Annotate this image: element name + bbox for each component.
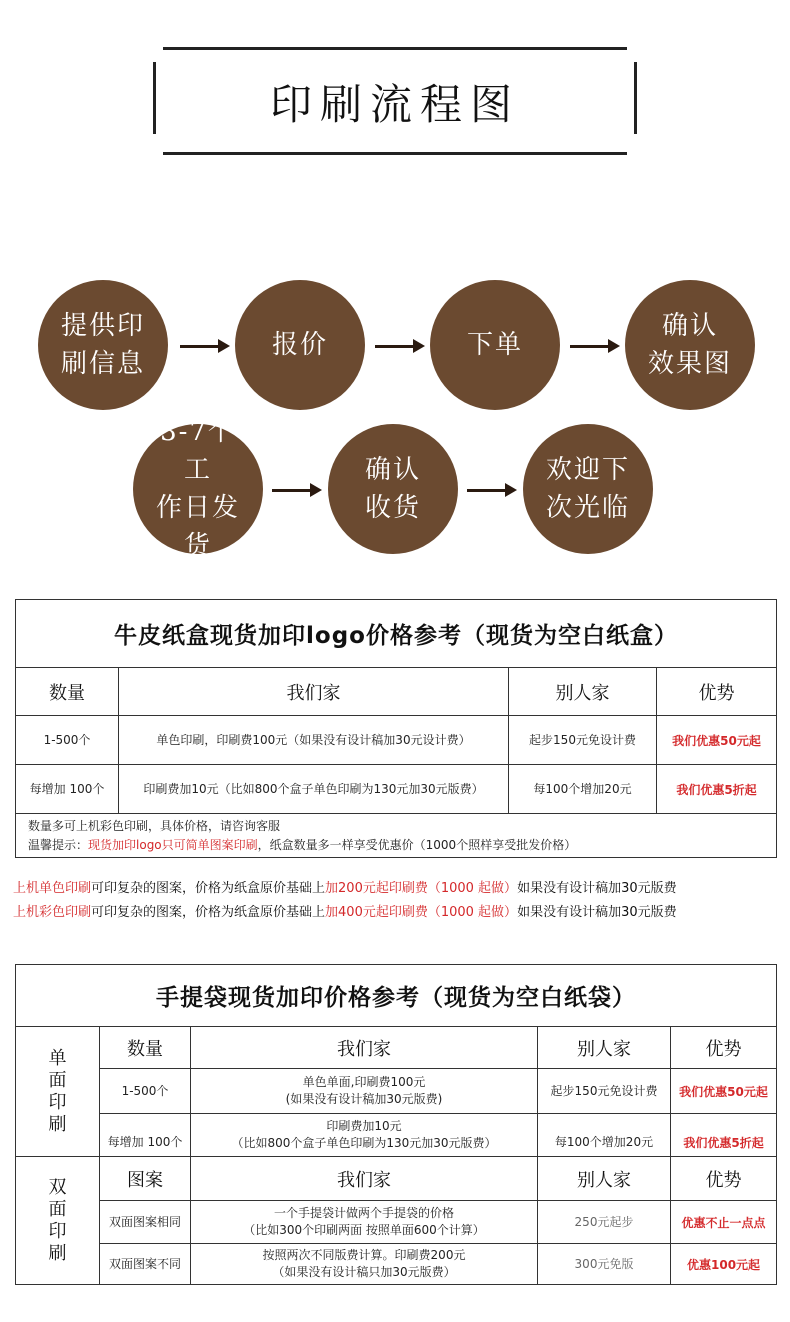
- flow-step-line: 确认: [661, 311, 718, 341]
- header-left-bar: [153, 62, 156, 134]
- others-cell: 300元免版: [538, 1244, 671, 1285]
- qty-cell: 1-500个: [16, 716, 119, 765]
- ours-cell: 印刷费加10元 （比如800个盒子单色印刷为130元加30元版费）: [191, 1114, 538, 1157]
- ours-cell: 按照两次不同版费计算。印刷费200元 （如果没有设计稿只加30元版费）: [191, 1244, 538, 1285]
- header-top-line: [163, 47, 627, 50]
- flow-step-confirm-receipt: [328, 424, 458, 554]
- others-cell: 起步150元免设计费: [538, 1069, 671, 1114]
- flow-arrow: [375, 339, 425, 353]
- table-row: [16, 765, 777, 814]
- bag-header-advantage: 优势: [671, 1157, 777, 1201]
- bag-header-others: 别人家: [538, 1157, 671, 1201]
- flow-step-ship: [133, 417, 263, 561]
- table-row: [16, 1244, 777, 1285]
- advantage-cell: 我们优惠50元起: [671, 1069, 777, 1114]
- others-cell: 起步150元免设计费: [509, 716, 657, 765]
- flow-arrow: [467, 483, 517, 497]
- flow-step-line: 下单: [466, 330, 523, 360]
- advantage-cell: 我们优惠50元起: [657, 716, 777, 765]
- flow-step-welcome: [523, 424, 653, 554]
- flow-arrow: [570, 339, 620, 353]
- machine-color-line: 上机彩色印刷可印复杂的图案，价格为纸盒原价基础上加400元起印刷费（1000 起做）如果没有设计稿加30元版费: [13, 905, 677, 920]
- qty-cell: 每增加 100个: [100, 1114, 191, 1157]
- bag-table-title: 手提袋现货加印价格参考（现货为空白纸袋）: [16, 965, 777, 1027]
- ours-cell: 单色单面,印刷费100元 (如果没有设计稿加30元版费): [191, 1069, 538, 1114]
- flow-step-line: 3-7个工: [160, 417, 236, 485]
- flow-step-line: 次光临: [545, 493, 630, 523]
- box-header-qty: 数量: [16, 668, 119, 716]
- ours-cell: 单色印刷，印刷费100元（如果没有设计稿加30元设计费）: [119, 716, 509, 765]
- box-table-note: [16, 814, 777, 858]
- box-header-ours: 我们家: [119, 668, 509, 716]
- flow-step-line: 效果图: [647, 349, 732, 379]
- ours-cell: 一个手提袋计做两个手提袋的价格 （比如300个印刷两面 按照单面600个计算）: [191, 1201, 538, 1244]
- advantage-cell: 优惠不止一点点: [671, 1201, 777, 1244]
- box-price-table: [15, 599, 777, 858]
- flow-step-provide-info: [38, 280, 168, 410]
- header-right-bar: [634, 62, 637, 134]
- qty-cell: 1-500个: [100, 1069, 191, 1114]
- advantage-cell: 我们优惠5折起: [671, 1114, 777, 1157]
- table-row: [16, 1069, 777, 1114]
- box-header-advantage: 优势: [657, 668, 777, 716]
- table-row: [16, 1201, 777, 1244]
- bag-header-qty: 数量: [100, 1027, 191, 1069]
- flow-step-line: 刷信息: [60, 349, 145, 379]
- advantage-cell: 优惠100元起: [671, 1244, 777, 1285]
- ours-cell: 印刷费加10元（比如800个盒子单色印刷为130元加30元版费）: [119, 765, 509, 814]
- note-line: 数量多可上机彩色印刷，具体价格，请咨询客服: [28, 818, 281, 833]
- flow-step-confirm-proof: [625, 280, 755, 410]
- double-side-label: 双 面 印 刷: [16, 1157, 100, 1285]
- bag-price-table: [15, 964, 777, 1285]
- flow-step-line: 收货: [364, 493, 421, 523]
- flow-step-line: 欢迎下: [545, 455, 630, 485]
- bag-header-pattern: 图案: [100, 1157, 191, 1201]
- flow-step-line: 作日发货: [155, 493, 240, 561]
- flow-step-line: 确认: [364, 455, 421, 485]
- advantage-cell: 我们优惠5折起: [657, 765, 777, 814]
- others-cell: 每100个增加20元: [509, 765, 657, 814]
- others-cell: 250元起步: [538, 1201, 671, 1244]
- bag-header-advantage: 优势: [671, 1027, 777, 1069]
- box-header-others: 别人家: [509, 668, 657, 716]
- bag-header-ours: 我们家: [191, 1157, 538, 1201]
- header-bottom-line: [163, 152, 627, 155]
- qty-cell: 每增加 100个: [16, 765, 119, 814]
- flow-step-line: 提供印: [60, 311, 145, 341]
- table-row: [16, 716, 777, 765]
- qty-cell: 双面图案不同: [100, 1244, 191, 1285]
- flow-step-order: [430, 280, 560, 410]
- flow-arrow: [272, 483, 322, 497]
- flow-step-line: 报价: [271, 330, 328, 360]
- qty-cell: 双面图案相同: [100, 1201, 191, 1244]
- bag-header-ours: 我们家: [191, 1027, 538, 1069]
- flow-arrow: [180, 339, 230, 353]
- note-line: 温馨提示：现货加印logo只可简单图案印刷，纸盒数量多一样享受优惠价（1000个照样享受批发价格）: [28, 837, 577, 852]
- table-row: [16, 1114, 777, 1157]
- box-table-title: 牛皮纸盒现货加印logo价格参考（现货为空白纸盒）: [16, 600, 777, 668]
- single-side-label: 单 面 印 刷: [16, 1027, 100, 1157]
- flow-step-quote: [235, 280, 365, 410]
- others-cell: 每100个增加20元: [538, 1114, 671, 1157]
- bag-header-others: 别人家: [538, 1027, 671, 1069]
- page-title: 印刷流程图: [269, 80, 520, 129]
- machine-mono-line: 上机单色印刷可印复杂的图案，价格为纸盒原价基础上加200元起印刷费（1000 起做）如果没有设计稿加30元版费: [13, 881, 677, 896]
